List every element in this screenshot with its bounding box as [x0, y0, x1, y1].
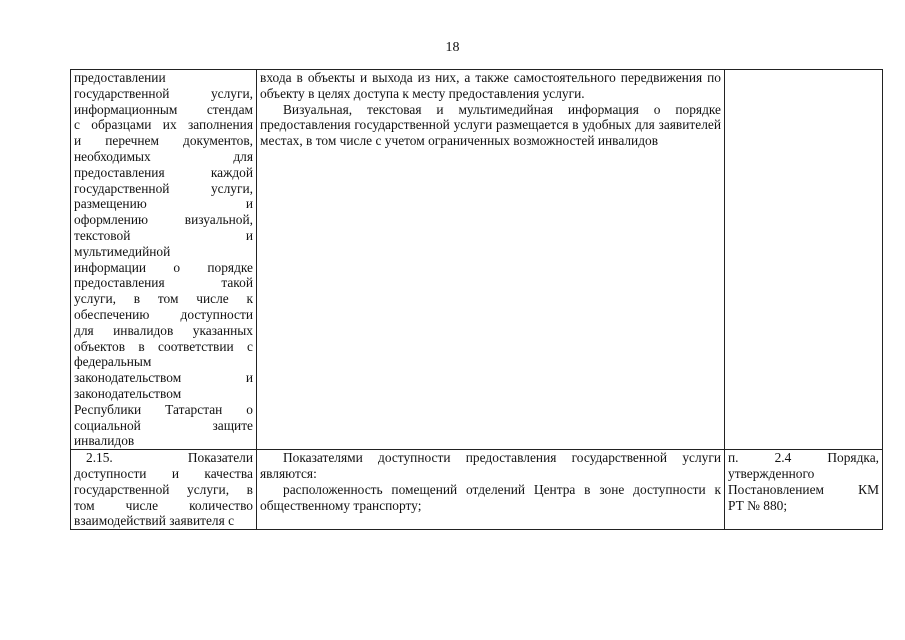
- reference-text: [728, 450, 879, 513]
- content-cell: [257, 450, 725, 530]
- text-line: государственной услуги, в: [74, 481, 253, 497]
- content-paragraph: входа в объекты и выхода из них, а также самостоятельного передвижения по объекту в целях доступа к месту предоставления услуги.: [260, 70, 721, 101]
- text-line: федеральным: [74, 354, 152, 370]
- text-line: и перечнем документов,: [74, 133, 253, 149]
- text-line: Постановлением КМ: [728, 481, 879, 497]
- text-line: том числе количество: [74, 497, 253, 513]
- requirement-cell: [71, 70, 257, 450]
- text-line: законодательством: [74, 385, 182, 401]
- text-line: Республики Татарстан о: [74, 401, 253, 417]
- table-row: [71, 450, 883, 530]
- content-paragraph: Показателями доступности предоставления государственной услуги являются:: [260, 450, 721, 481]
- text-line: предоставлении: [74, 70, 166, 85]
- requirement-text: [74, 70, 253, 449]
- text-line: текстовой и: [74, 227, 253, 243]
- text-line: доступности и качества: [74, 465, 253, 481]
- text-line: законодательством и: [74, 370, 253, 386]
- text-line: необходимых для: [74, 148, 253, 164]
- text-line: РТ № 880;: [728, 497, 788, 513]
- text-line: размещению и: [74, 196, 253, 212]
- text-line: инвалидов: [74, 433, 135, 449]
- requirement-cell: [71, 450, 257, 530]
- text-line: объектов в соответствии с: [74, 338, 253, 354]
- text-line: оформлению визуальной,: [74, 212, 253, 228]
- text-line: информации о порядке: [74, 259, 253, 275]
- text-line: социальной защите: [74, 417, 253, 433]
- text-line: взаимодействий заявителя с: [74, 513, 235, 529]
- text-line: 2.15. Показатели: [86, 450, 253, 466]
- content-paragraph: расположенность помещений отделений Центра в зоне доступности к общественному транспорту;: [260, 481, 721, 513]
- document-table: [70, 69, 883, 530]
- reference-cell: [725, 70, 883, 450]
- text-line: предоставления такой: [74, 275, 253, 291]
- content-paragraph: Визуальная, текстовая и мультимедийная информация о порядке предоставления государственной услуги размещается в удобных для заявителей местах, в том числе с учетом ограниченных возможностей инвалидов: [260, 101, 721, 149]
- text-line: государственной услуги,: [74, 180, 253, 196]
- table-row: [71, 70, 883, 450]
- reference-cell: [725, 450, 883, 530]
- text-line: обеспечению доступности: [74, 306, 253, 322]
- text-line: для инвалидов указанных: [74, 322, 253, 338]
- text-line: услуги, в том числе к: [74, 291, 253, 307]
- text-line: предоставления каждой: [74, 164, 253, 180]
- text-line: мультимедийной: [74, 243, 171, 259]
- content-cell: [257, 70, 725, 450]
- text-line: с образцами их заполнения: [74, 117, 253, 133]
- text-line: утвержденного: [728, 465, 815, 481]
- text-line: государственной услуги,: [74, 85, 253, 101]
- text-line: информационным стендам: [74, 101, 253, 117]
- requirement-text: [74, 450, 253, 529]
- page-number: 18: [445, 40, 460, 55]
- text-line: п. 2.4 Порядка,: [728, 450, 879, 466]
